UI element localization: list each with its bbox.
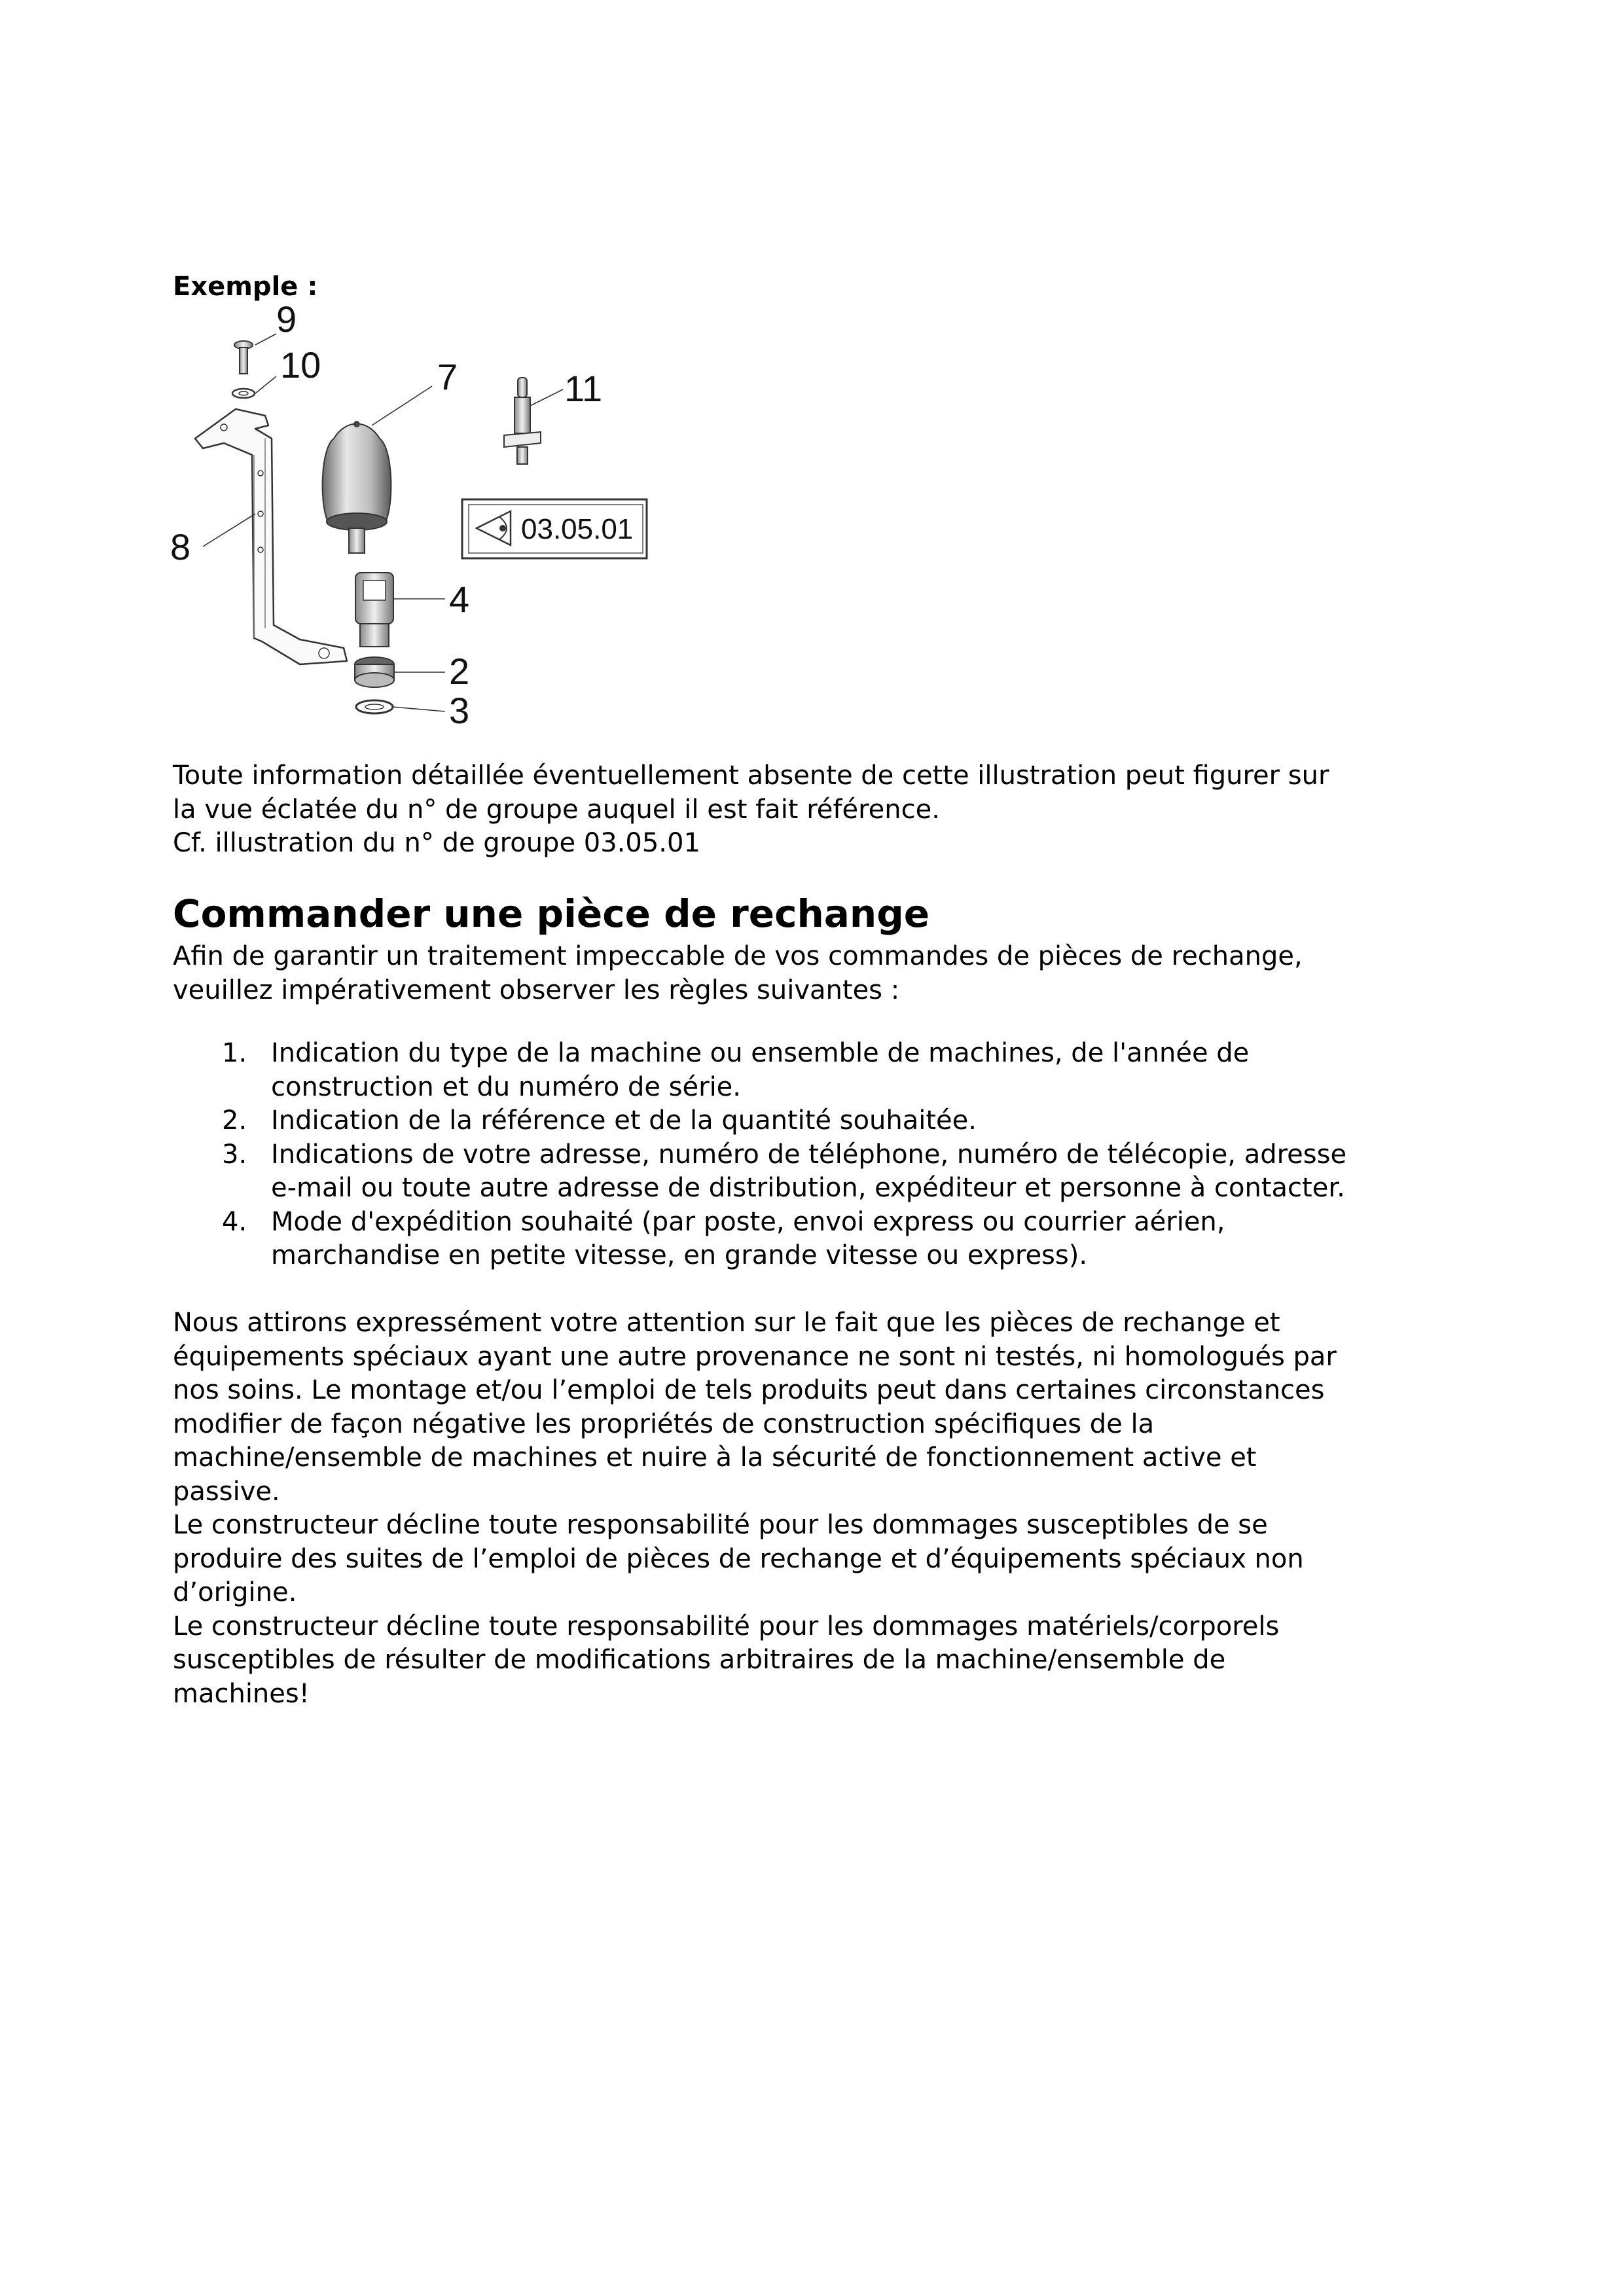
order-intro (173, 940, 1456, 1007)
group-reference-number: 03.05.01 (521, 513, 634, 545)
text-line: nos soins. Le montage et/ou l’emploi de tels produits peut dans certaines circonstances (173, 1375, 1325, 1405)
text-line: Le constructeur décline toute responsabilité pour les dommages matériels/corporels (173, 1611, 1280, 1641)
text-line: modifier de façon négative les propriétés de construction spécifiques de la (173, 1408, 1155, 1439)
callout-2: 2 (449, 651, 470, 692)
part-2-nut (355, 657, 394, 687)
part-11-bulb (504, 378, 541, 464)
part-7-beacon-dome (323, 421, 391, 553)
callout-3: 3 (449, 690, 470, 731)
part-10-washer (232, 389, 255, 398)
text-line: e-mail ou toute autre adresse de distribution, expéditeur et personne à contacter. (271, 1173, 1345, 1203)
text-line: machine/ensemble de machines et nuire à la sécurité de fonctionnement active et (173, 1443, 1257, 1473)
text-line: Toute information détaillée éventuellement absente de cette illustration peut figurer sur (173, 761, 1329, 791)
text-line: construction et du numéro de série. (271, 1071, 742, 1102)
text-line: marchandise en petite vitesse, en grande vitesse ou express). (271, 1240, 1088, 1270)
text-line: Le constructeur décline toute responsabilité pour les dommages susceptibles de se (173, 1510, 1268, 1540)
text-line: veuillez impérativement observer les règles suivantes : (173, 975, 900, 1005)
text-line: équipements spéciaux ayant une autre provenance ne sont ni testés, ni homologués par (173, 1341, 1337, 1372)
illustration-note (173, 759, 1456, 861)
list-number: 2. (222, 1105, 247, 1136)
list-item (173, 1037, 1482, 1104)
liability-warning (173, 1306, 1456, 1711)
list-item (173, 1138, 1482, 1206)
callout-11: 11 (564, 368, 603, 409)
group-reference-box (462, 499, 647, 558)
list-item (173, 1206, 1482, 1273)
text-line: Afin de garantir un traitement impeccable de vos commandes de pièces de rechange, (173, 941, 1303, 971)
callout-7: 7 (437, 356, 458, 397)
text-line: d’origine. (173, 1577, 297, 1607)
text-line: machines! (173, 1678, 310, 1709)
list-number: 1. (222, 1038, 247, 1068)
section-heading: Commander une pièce de rechange (173, 891, 930, 936)
text-line: la vue éclatée du n° de groupe auquel il est fait référence. (173, 794, 940, 825)
part-3-washer (356, 700, 393, 713)
list-number: 3. (222, 1139, 247, 1170)
callout-10: 10 (280, 344, 321, 386)
text-line: Nous attirons expressément votre attention sur le fait que les pièces de rechange et (173, 1308, 1280, 1338)
exploded-view-illustration (164, 298, 661, 743)
part-9-screw (234, 341, 253, 374)
text-line: produire des suites de l’emploi de pièces de rechange et d’équipements spéciaux non (173, 1543, 1304, 1574)
text-line: passive. (173, 1476, 280, 1507)
text-line: Mode d'expédition souhaité (par poste, envoi express ou courrier aérien, (271, 1206, 1225, 1237)
callout-9: 9 (276, 298, 297, 340)
list-number: 4. (222, 1206, 247, 1237)
part-4-mount-stem (355, 573, 393, 647)
text-line: Indication de la référence et de la quantité souhaitée. (271, 1105, 977, 1136)
order-rules-list (173, 1037, 1482, 1273)
list-item (173, 1104, 1482, 1138)
text-line: Indications de votre adresse, numéro de téléphone, numéro de télécopie, adresse (271, 1139, 1347, 1170)
text-line: Indication du type de la machine ou ensemble de machines, de l'année de (271, 1038, 1250, 1068)
callout-4: 4 (449, 579, 470, 620)
example-label: Exemple : (173, 272, 318, 302)
text-line: Cf. illustration du n° de groupe 03.05.01 (173, 828, 700, 858)
callout-8: 8 (170, 526, 191, 567)
text-line: susceptibles de résulter de modifications arbitraires de la machine/ensemble de (173, 1645, 1226, 1675)
